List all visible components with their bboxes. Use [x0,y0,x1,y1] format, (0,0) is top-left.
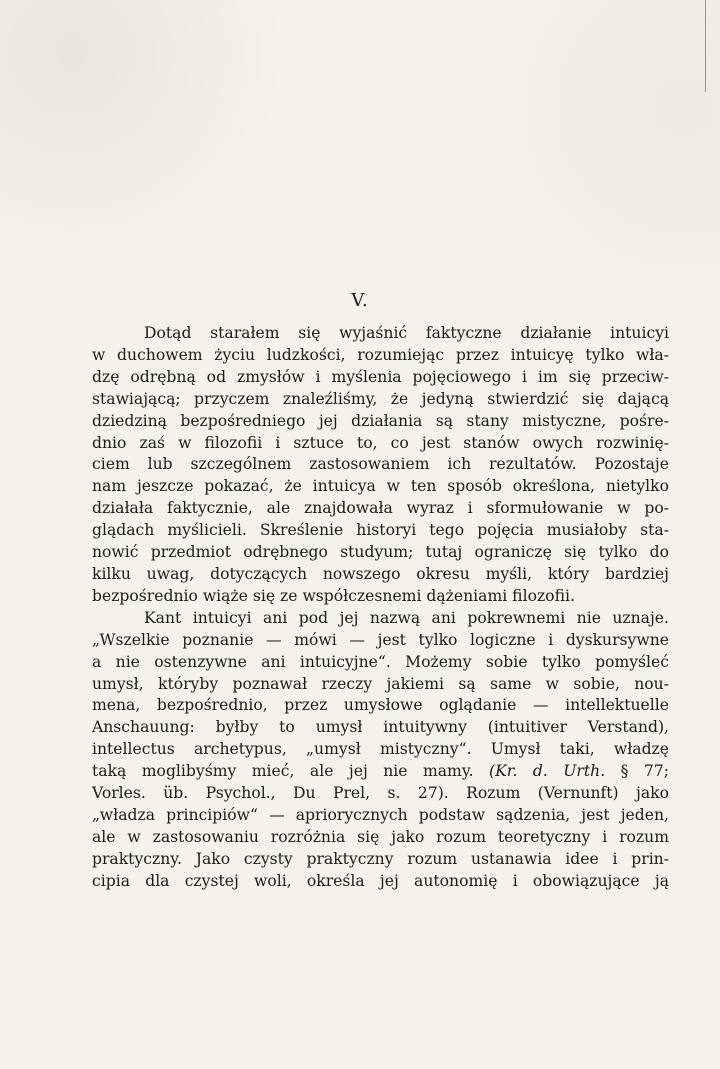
text-line: „władza principiów“ — apriorycznych podstaw sądzenia, jest jeden, [92,805,669,824]
section-number: V. [351,290,369,311]
body-text [92,323,669,893]
text-line: Kant intuicyi ani pod jej nazwą ani pokrewnemi nie uznaje. [144,608,669,627]
text-line: działała faktycznie, ale znajdowała wyraz i sformułowanie w po- [92,499,669,518]
text-line: nowić przedmiot odrębnego studyum; tutaj ograniczę się tylko do [92,543,669,562]
text-line: „Wszelkie poznanie — mówi — jest tylko logiczne i dyskursywne [92,630,669,649]
text-line: Anschauung: byłby to umysł intuitywny (intuitiver Verstand), [92,718,669,737]
citation-kritik: (Kr. d. Urth. [489,762,606,781]
text-line: intellectus archetypus, „umysł mistyczny“. Umysł taki, władzę [92,740,669,759]
page-edge-line [705,0,706,92]
text-line: a nie ostenzywne ani intuicyjne“. Możemy sobie tylko pomyśleć [92,652,669,671]
text-line-with-citation [92,761,669,783]
text-line: cipia dla czystej woli, określa jej autonomię i obowiązujące ją [92,871,669,890]
text-line: dzę odrębną od zmysłów i myślenia pojęciowego i im się przeciw- [92,367,669,386]
text-line: mena, bezpośrednio, przez umysłowe oglądanie — intellektuelle [92,696,669,715]
citation-section: § 77; [620,762,669,781]
text-line: Dotąd starałem się wyjaśnić faktyczne działanie intuicyi [144,324,669,342]
text-line: umysł, któryby poznawał rzeczy jakiemi są same w sobie, nou- [92,674,669,693]
text-line: nam jeszcze pokazać, że intuicya w ten sposób określona, nietylko [92,477,669,496]
text-line: ale w zastosowaniu rozróżnia się jako rozum teoretyczny i rozum [92,827,669,846]
text-line: dziedziną bezpośredniego jej działania są stany mistyczne, pośre- [92,411,669,430]
text-line: Vorles. üb. Psychol., Du Prel, s. 27). Rozum (Vernunft) jako [92,784,669,803]
text-line: kilku uwag, dotyczących nowszego okresu myśli, który bardziej [92,564,669,583]
paragraph-1 [92,323,669,608]
text-line: praktyczny. Jako czysty praktyczny rozum ustanawia idee i prin- [92,849,669,868]
line-text: taką moglibyśmy mieć, ale jej nie mamy. [92,762,474,781]
text-line: glądach myślicieli. Skreślenie historyi tego pojęcia musiałoby sta- [92,521,669,540]
text-line: dnio zaś w filozofii i sztuce to, co jest stanów owych rozwinię- [92,433,669,452]
text-line: ciem lub szczególnem zastosowaniem ich rezultatów. Pozostaje [92,455,669,474]
text-line: w duchowem życiu ludzkości, rozumiejąc przez intuicyę tylko wła- [92,345,669,364]
paragraph-2 [92,608,669,893]
text-line: bezpośrednio wiąże się ze współczesnemi dążeniami filozofii. [92,586,575,605]
text-line: stawiającą; przyczem znaleźliśmy, że jedyną stwierdzić się dającą [92,389,669,408]
